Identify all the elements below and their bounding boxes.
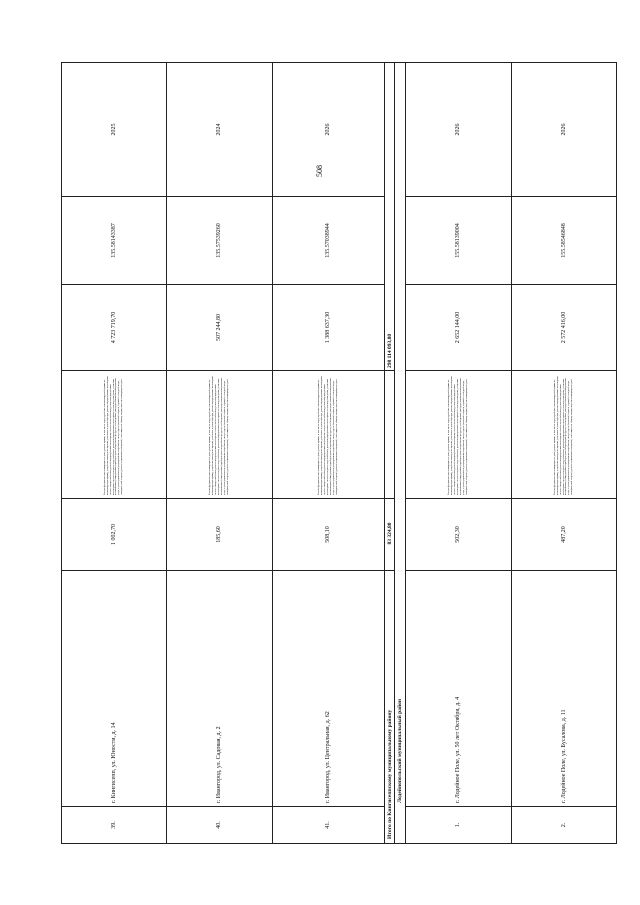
table-row (62, 63, 167, 844)
address-cell: г. Лодейное Поле, ул. Бусалова, д. 11 (512, 571, 617, 807)
row-number: 41. (273, 807, 385, 844)
cost-cell: 2 572 416,00 (512, 285, 617, 371)
address-cell: г. Ивангород, ул. Центральная, д. 62 (273, 571, 385, 807)
year-cell: 2024 (166, 63, 272, 197)
house-id-cell: 135.57038944 (273, 197, 385, 285)
district-total-label: Итого по Кингисеппскому муниципальному району (384, 571, 394, 844)
district-total-row (384, 63, 394, 844)
table-row (273, 63, 385, 844)
year-cell: 2025 (62, 63, 167, 197)
district-total-blank (384, 371, 394, 499)
cost-cell: 4 723 719,70 (62, 285, 167, 371)
cost-cell: 507 244,80 (166, 285, 272, 371)
district-section-title: Лодейнопольский муниципальный район (395, 63, 405, 844)
house-id-cell: 155.58139004 (405, 197, 511, 285)
table-row (166, 63, 272, 844)
works-cell: Ремонт фундамента многоквартирного дома, ремонт крыши, в том числе переустройство невентилируемой крыши на вентилируемую крышу, устройство выходов на кровлю, утепление и ремонт фасада, ремонт внутридомовых инженерных систем электроснабжения, ремонт внутридомовых инженерных систем теплоснабжения, ремонт внутридомовых инженерных систем холодного водоснабжения, ремонт внутридомовых инженерных систем водоотведения, установка коллективных (общедомовых) приборов учета потребления ресурсов, необходимых для предоставления коммунальных услуг, и узлов управления и регулирования потребления этих ресурсов (тепловой энергии, горячей и холодной воды, электрической энергии), ремонт подвальных помещений, относящихся к общему имуществу в многоквартирном доме (273, 371, 385, 499)
cost-cell: 1 388 637,30 (273, 285, 385, 371)
year-cell: 2026 (512, 63, 617, 197)
area-cell: 508,10 (273, 499, 385, 571)
area-cell: 487,20 (512, 499, 617, 571)
address-cell: г. Ивангород, ул. Садовая, д. 2 (166, 571, 272, 807)
area-cell: 1 002,70 (62, 499, 167, 571)
house-id-cell: 135.58143387 (62, 197, 167, 285)
house-id-cell: 155.58546848 (512, 197, 617, 285)
district-section-row (395, 63, 405, 844)
row-number: 1. (405, 807, 511, 844)
cost-cell: 2 652 144,00 (405, 285, 511, 371)
address-cell: г. Кингисепп, ул. Юности, д. 14 (62, 571, 167, 807)
works-cell: Ремонт фундамента многоквартирного дома, ремонт крыши, в том числе переустройство невентилируемой крыши на вентилируемую крышу, устройство выходов на кровлю, утепление и ремонт фасада, ремонт внутридомовых инженерных систем электроснабжения, ремонт внутридомовых инженерных систем теплоснабжения, ремонт внутридомовых инженерных систем холодного водоснабжения, ремонт внутридомовых инженерных систем водоотведения, установка коллективных (общедомовых) приборов учета потребления ресурсов, необходимых для предоставления коммунальных услуг, и узлов управления и регулирования потребления этих ресурсов (тепловой энергии, горячей и холодной воды, электрической энергии), ремонт подвальных помещений, относящихся к общему имуществу в многоквартирном доме (166, 371, 272, 499)
row-number: 39. (62, 807, 167, 844)
works-cell: Ремонт фундамента многоквартирного дома, ремонт крыши, в том числе переустройство невентилируемой крыши на вентилируемую крышу, устройство выходов на кровлю, утепление и ремонт фасада, ремонт внутридомовых инженерных систем электроснабжения, ремонт внутридомовых инженерных систем теплоснабжения, ремонт внутридомовых инженерных систем холодного водоснабжения, ремонт внутридомовых инженерных систем водоотведения, установка коллективных (общедомовых) приборов учета потребления ресурсов, необходимых для предоставления коммунальных услуг, и узлов управления и регулирования потребления этих ресурсов (тепловой энергии, горячей и холодной воды, электрической энергии), ремонт подвальных помещений, относящихся к общему имуществу в многоквартирном доме (62, 371, 167, 499)
rotated-table-page (61, 63, 617, 844)
table-row (512, 63, 617, 844)
year-cell: 2026 (405, 63, 511, 197)
address-cell: г. Лодейное Поле, ул. 50 лет Октября, д. 4 (405, 571, 511, 807)
works-cell: Ремонт фундамента многоквартирного дома, ремонт крыши, в том числе переустройство невентилируемой крыши на вентилируемую крышу, устройство выходов на кровлю, утепление и ремонт фасада, ремонт внутридомовых инженерных систем электроснабжения, ремонт внутридомовых инженерных систем теплоснабжения, ремонт внутридомовых инженерных систем холодного водоснабжения, ремонт внутридомовых инженерных систем водоотведения, установка коллективных (общедомовых) приборов учета потребления ресурсов, необходимых для предоставления коммунальных услуг, и узлов управления и регулирования потребления этих ресурсов (тепловой энергии, горячей и холодной воды, электрической энергии), ремонт подвальных помещений, относящихся к общему имуществу в многоквартирном доме (405, 371, 511, 499)
district-total-area: 83 324,80 (384, 499, 394, 571)
row-number: 40. (166, 807, 272, 844)
area-cell: 502,30 (405, 499, 511, 571)
page-number: 508 (315, 165, 324, 177)
works-cell: Ремонт фундамента многоквартирного дома, ремонт крыши, в том числе переустройство невентилируемой крыши на вентилируемую крышу, устройство выходов на кровлю, утепление и ремонт фасада, ремонт внутридомовых инженерных систем электроснабжения, ремонт внутридомовых инженерных систем теплоснабжения, ремонт внутридомовых инженерных систем холодного водоснабжения, ремонт внутридомовых инженерных систем водоотведения, установка коллективных (общедомовых) приборов учета потребления ресурсов, необходимых для предоставления коммунальных услуг, и узлов управления и регулирования потребления этих ресурсов (тепловой энергии, горячей и холодной воды, электрической энергии), ремонт подвальных помещений, относящихся к общему имуществу в многоквартирном доме (512, 371, 617, 499)
house-id-cell: 135.57539260 (166, 197, 272, 285)
row-number: 2. (512, 807, 617, 844)
district-total-cost: 298 114 093,80 (384, 63, 394, 371)
year-cell: 2026 (273, 63, 385, 197)
capital-repair-table (61, 62, 617, 844)
area-cell: 185,60 (166, 499, 272, 571)
table-row (405, 63, 511, 844)
